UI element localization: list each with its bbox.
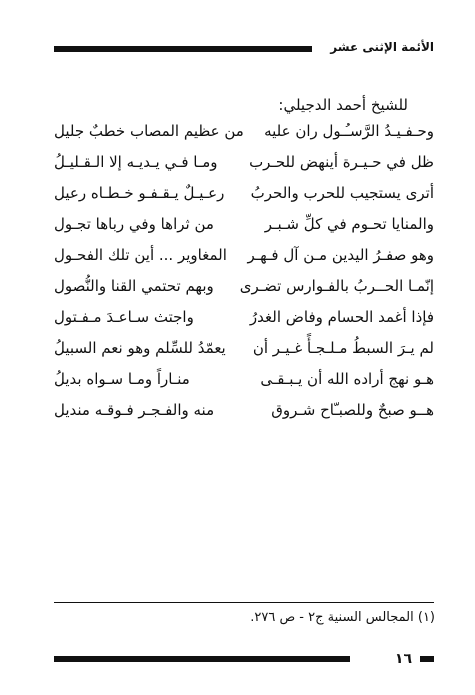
verse-second-hemistich: منـاراً ومـا سـواه بديلُ: [54, 370, 190, 388]
verse-second-hemistich: يعمّدُ للسِّلم وهو نعم السبيلُ: [54, 339, 226, 357]
verse-line: [54, 305, 434, 336]
poem: [54, 119, 434, 429]
verse-line: [54, 243, 434, 274]
page-footer: [54, 651, 434, 669]
verse-line: [54, 336, 434, 367]
verse-first-hemistich: ظل في حـيـرة أينهض للحـرب: [249, 153, 434, 171]
header-rule: [54, 46, 312, 52]
verse-first-hemistich: إنّمـا الحــربُ بالفـوارس تضـرى: [239, 277, 434, 295]
verse-second-hemistich: المغاوير ... أين تلك الفحـول: [54, 246, 227, 264]
verse-line: [54, 398, 434, 429]
verse-first-hemistich: أترى يستجيب للحرب والحربُ: [250, 184, 434, 202]
page-number: ١٦: [394, 651, 412, 667]
footer-rule: [54, 656, 350, 662]
verse-first-hemistich: فإذا أغمد الحسام وفاض الغدرُ: [249, 308, 434, 326]
running-title: الأئمة الإثنى عشر: [330, 40, 434, 54]
verse-line: [54, 119, 434, 150]
verse-line: [54, 150, 434, 181]
verse-first-hemistich: والمنايا تحـوم في كلِّ شـبـر: [264, 215, 434, 233]
footer-rule-end: [420, 656, 434, 662]
verse-second-hemistich: ومـا فـي يـديـه إلا الـقـليـلُ: [54, 153, 218, 171]
verse-line: [54, 274, 434, 305]
verse-first-hemistich: هـو نهج أراده الله أن يـبـقـى: [260, 370, 434, 388]
verse-second-hemistich: واجتث سـاعـدَ مـفـتول: [54, 308, 194, 326]
verse-second-hemistich: من ثراها وفي رباها تجـول: [54, 215, 214, 233]
verse-second-hemistich: رعـيـلٌ يـقـفـو خـطـاه رعيل: [54, 184, 225, 202]
verse-line: [54, 181, 434, 212]
footnote-divider: [54, 602, 434, 603]
verse-second-hemistich: منه والفـجـر فـوقـه منديل: [54, 401, 215, 419]
verse-first-hemistich: وهو صفـرُ اليدين مـن آل فـهـر: [247, 246, 434, 264]
poem-attribution: للشيخ أحمد الدجيلي:: [278, 96, 408, 114]
verse-line: [54, 367, 434, 398]
verse-second-hemistich: من عظيم المصاب خطبٌ جليل: [54, 122, 244, 140]
verse-first-hemistich: وحـفـيـدُ الرَّسـُـول ران عليه: [264, 122, 434, 140]
verse-first-hemistich: هــو صبحٌ وللصبـّاح شـروق: [271, 401, 434, 419]
footnote: (١) المجالس السنية ج٢ - ص ٢٧٦.: [250, 610, 435, 625]
verse-first-hemistich: لم يـرَ السبطُ مـلـجـأً غـيـر أن: [252, 339, 434, 357]
verse-line: [54, 212, 434, 243]
page-header: [54, 38, 434, 62]
verse-second-hemistich: وبهم تحتمي القنا والنُّصول: [54, 277, 214, 295]
